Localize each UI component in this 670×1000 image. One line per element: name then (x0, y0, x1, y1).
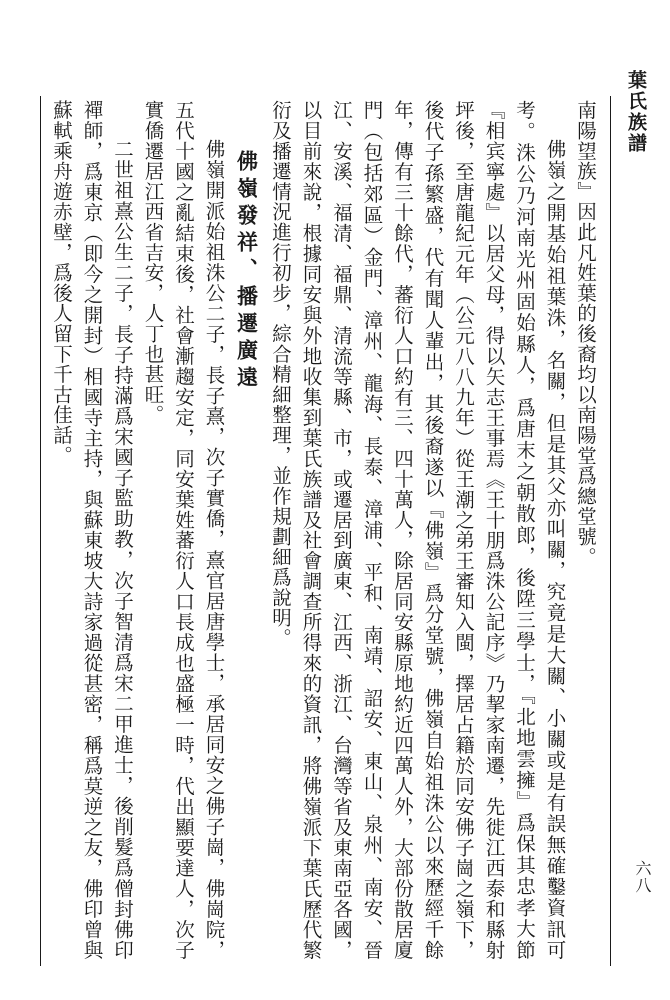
continued-line: 南陽望族』因此凡姓葉的後裔均以南陽堂爲總堂號。 (574, 100, 597, 567)
paragraph-first-generation: 佛嶺開派始祖洙公二子，長子熹，次子實僑，熹官居唐學士，承居同安之佛子崗，佛崗院，五代十國之亂結束後，社會漸趨安定，同安葉姓蕃衍人口長成也盛極一時，代出顯要達人，次子實僑遷居江西省吉安，人丁也甚旺。 (141, 100, 226, 960)
paragraph-second-generation: 二世祖熹公生二子，長子持滿爲宋國子監助教，次子智清爲宋二甲進士，後削髮爲僧封佛印禪師，爲東京（即今之開封）相國寺主持，與蘇東坡大詩家過從甚密，稱爲莫逆之友，佛印曾與蘇軾乘舟遊赤壁，爲後人留下千古佳話。 (50, 100, 134, 960)
vertical-body-text (50, 100, 600, 960)
paragraph-founder-ye-zhu: 佛嶺之開基始祖葉洙，名關，但是其父亦叫關，究竟是大關、小關或是有誤無確鑿資訊可考。洙公乃河南光州固始縣人，爲唐末之朝散郎，後陞三學士，『北地雲擁』爲保其忠孝大節『相宾寧處』以居父母，得以矢志王事焉《王十朋爲洙公記序》乃挈家南遷，先徙江西泰和縣射坪後，至唐龍紀元年（公元八八九年）從王潮之弟王審知入閩，擇居占籍於同安佛子崗之嶺下，後代子孫繁盛，代有聞人輩出，其後裔遂以『佛嶺』爲分堂號，佛嶺自始祖洙公以來歷經千餘年，傳有三十餘代，蕃衍人口約有三、四十萬人，除居同安縣原地約近四萬人外，大部份散居廈門（包括郊區）金門、漳州、龍海、長泰、漳浦、平和、南靖、詔安、東山、泉州、南安、晉江、安溪、福清、福鼎、清流等縣、市，或遷居到廣東、江西、浙江、台灣等省及東南亞各國，以目前來說，根據同安與外地收集到葉氏族譜及社會調查所得來的資訊，將佛嶺派下葉氏歷代繁衍及播遷情況進行初步，綜合精細整理，並作規劃細爲說明。 (269, 100, 567, 960)
right-margin-rule (610, 96, 611, 966)
left-margin-rule (40, 96, 41, 966)
section-heading: 佛嶺發祥、播遷廣遠 (234, 150, 260, 394)
page-number: 六八 (633, 860, 652, 894)
running-head-book-title: 葉氏族譜 (625, 70, 647, 154)
